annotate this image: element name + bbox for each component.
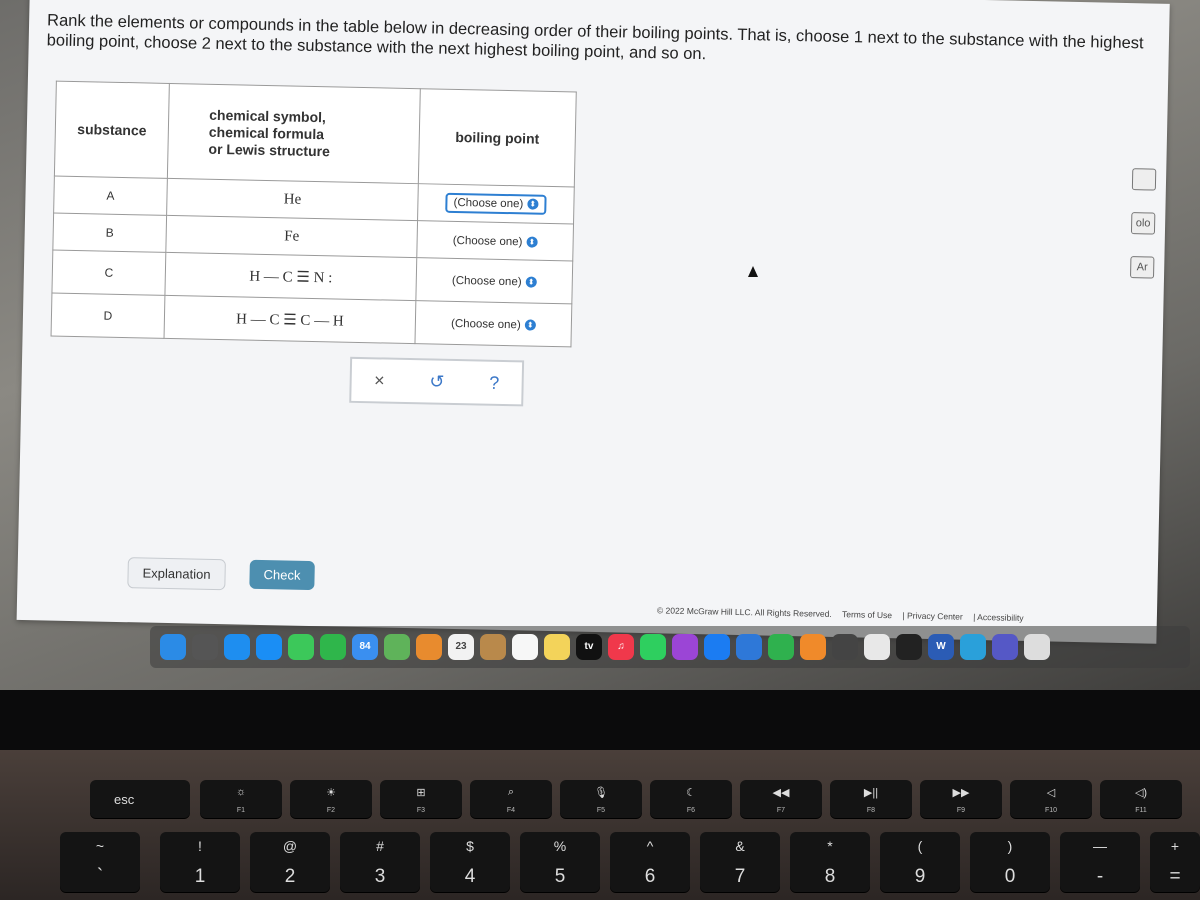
- clear-icon[interactable]: ×: [373, 369, 385, 391]
- finder-icon[interactable]: [160, 634, 186, 660]
- apple-tv-icon[interactable]: tv: [576, 634, 602, 660]
- header-formula: [167, 83, 420, 183]
- key-icon: 🎙: [594, 787, 608, 799]
- periodic-table-icon[interactable]: Ar: [1130, 256, 1154, 278]
- mouse-cursor-icon: [748, 266, 758, 277]
- downloads-icon[interactable]: [1024, 634, 1050, 660]
- boiling-point-cell: [418, 184, 575, 224]
- help-icon[interactable]: ?: [489, 372, 500, 393]
- messages-icon[interactable]: [288, 634, 314, 660]
- key-fn-5[interactable]: [560, 780, 642, 818]
- mail-icon[interactable]: 84: [352, 634, 378, 660]
- privacy-link[interactable]: | Privacy Center: [902, 610, 963, 622]
- key-icon: ◁: [1046, 787, 1056, 799]
- key-label: 2: [284, 866, 296, 887]
- rank-select-label: (Choose one): [453, 196, 524, 211]
- instructions-text: Rank the elements or compounds in the table below in decreasing order of their boiling points. That is, choose 1 next to the substance with the highest boiling point, choose 2 next to the substance with the next highest boiling point, and so on.: [46, 11, 1144, 64]
- key-shift-label: !: [198, 838, 202, 854]
- key-sublabel: F11: [1135, 807, 1147, 814]
- rank-select-label: (Choose one): [450, 317, 521, 331]
- explanation-button[interactable]: Explanation: [127, 557, 226, 590]
- key-icon: ⊞: [416, 787, 426, 799]
- substance-formula: Fe: [166, 215, 418, 257]
- accessibility-link[interactable]: | Accessibility: [973, 611, 1024, 623]
- key-icon: ◀◀: [772, 787, 790, 799]
- key-fn-6[interactable]: [650, 780, 732, 818]
- table-header-row: [54, 81, 576, 187]
- rank-select-a[interactable]: [445, 193, 546, 215]
- header-formula-line-1: chemical symbol,: [209, 106, 327, 125]
- word-icon[interactable]: W: [928, 634, 954, 660]
- key-sublabel: F3: [416, 807, 426, 814]
- key-shift-label: $: [466, 838, 474, 854]
- contacts-icon[interactable]: [480, 634, 506, 660]
- key-label: esc: [114, 792, 135, 807]
- key-icon: ◁): [1134, 787, 1148, 799]
- key-icon: ▶||: [863, 787, 879, 799]
- select-arrows-icon: ⬍: [525, 319, 536, 330]
- data-icon[interactable]: olo: [1131, 212, 1155, 234]
- key-fn-9[interactable]: [920, 780, 1002, 818]
- substance-letter: D: [51, 293, 165, 338]
- key-icon: ⌕: [507, 786, 515, 798]
- undo-icon[interactable]: ↺: [429, 370, 445, 392]
- key-num-5[interactable]: [520, 832, 600, 892]
- key-label: 7: [734, 866, 746, 887]
- key-shift-label: *: [827, 838, 833, 854]
- key-sublabel: F7: [776, 807, 786, 814]
- key-sublabel: F6: [686, 807, 696, 814]
- key-icon: ☾: [686, 787, 696, 799]
- notes-icon[interactable]: [544, 634, 570, 660]
- header-substance: substance: [54, 81, 169, 178]
- key-shift-label: &: [735, 838, 745, 854]
- key-fn-4[interactable]: [470, 780, 552, 818]
- header-formula-line-2: chemical formula: [208, 123, 325, 142]
- key-shift-label: (: [917, 838, 923, 854]
- key-label: -: [1096, 866, 1104, 887]
- answer-toolbox: [349, 357, 524, 407]
- check-button[interactable]: Check: [249, 560, 314, 590]
- key-icon: ☀: [326, 787, 336, 799]
- key-sublabel: F10: [1044, 807, 1058, 814]
- substance-letter: C: [52, 250, 166, 295]
- key-label: =: [1169, 866, 1181, 887]
- chrome-icon[interactable]: [864, 634, 890, 660]
- key-sublabel: F8: [866, 807, 876, 814]
- key-label: 9: [914, 866, 926, 887]
- key-fn-0[interactable]: [90, 780, 190, 818]
- key-label: 8: [824, 866, 836, 887]
- key-icon: ▶▶: [952, 787, 970, 799]
- key-num-1[interactable]: [160, 832, 240, 892]
- app-store-icon[interactable]: [224, 634, 250, 660]
- select-arrows-icon: ⬍: [527, 199, 538, 210]
- side-toolbar: [1130, 168, 1159, 301]
- key-num-2[interactable]: [250, 832, 330, 892]
- rank-select-label: (Choose one): [451, 274, 522, 288]
- key-label: `: [96, 866, 104, 887]
- calendar-icon[interactable]: 23: [448, 634, 474, 660]
- key-num-8[interactable]: [790, 832, 870, 892]
- laptop-bezel: [0, 690, 1200, 750]
- substance-formula: He: [167, 178, 419, 220]
- key-label: 3: [374, 866, 386, 887]
- key-shift-label: ): [1007, 838, 1013, 854]
- rank-select-d[interactable]: [444, 314, 543, 334]
- launchpad-icon[interactable]: [192, 634, 218, 660]
- rank-select-label: (Choose one): [452, 234, 523, 248]
- lewis-structure-c2h2: H — C ☰ C — H: [164, 295, 416, 343]
- terms-link[interactable]: Terms of Use: [841, 609, 893, 621]
- key-num-10[interactable]: [970, 832, 1050, 892]
- header-formula-line-3: or Lewis structure: [208, 140, 331, 159]
- key-label: 6: [644, 866, 656, 887]
- key-fn-10[interactable]: [1010, 780, 1092, 818]
- key-sublabel: F9: [956, 807, 966, 814]
- chatgpt-icon[interactable]: [832, 634, 858, 660]
- rank-select-c[interactable]: [445, 271, 544, 291]
- facetime-icon[interactable]: [320, 634, 346, 660]
- key-fn-2[interactable]: [290, 780, 372, 818]
- key-shift-label: @: [282, 838, 298, 854]
- substance-letter: B: [53, 213, 167, 252]
- boiling-point-cell: [416, 258, 573, 304]
- key-num-7[interactable]: [700, 832, 780, 892]
- key-num-11[interactable]: [1060, 832, 1140, 892]
- edge-icon[interactable]: [960, 634, 986, 660]
- boiling-point-cell: [417, 221, 574, 261]
- question-table: [51, 81, 577, 348]
- music-icon[interactable]: ♫: [608, 634, 634, 660]
- boiling-point-cell: [415, 301, 572, 347]
- key-label: 4: [464, 866, 476, 887]
- safari-icon[interactable]: [256, 634, 282, 660]
- key-fn-7[interactable]: [740, 780, 822, 818]
- key-sublabel: F1: [236, 807, 246, 814]
- key-shift-label: —: [1093, 838, 1107, 854]
- key-label: 5: [554, 866, 566, 887]
- key-num-6[interactable]: [610, 832, 690, 892]
- notebook-icon[interactable]: [1132, 168, 1156, 190]
- key-sublabel: F4: [506, 807, 516, 814]
- key-label: 1: [194, 866, 206, 887]
- footer: [657, 605, 1032, 623]
- key-fn-8[interactable]: [830, 780, 912, 818]
- key-shift-label: ~: [95, 838, 105, 854]
- rank-select-b[interactable]: [446, 231, 545, 251]
- copyright-text: © 2022 McGraw Hill LLC. All Rights Reserved.: [656, 605, 832, 619]
- select-arrows-icon: ⬍: [526, 236, 537, 247]
- key-fn-1[interactable]: [200, 780, 282, 818]
- dock: [150, 626, 1190, 668]
- key-shift-label: ^: [646, 838, 654, 854]
- select-arrows-icon: ⬍: [526, 276, 537, 287]
- key-shift-label: %: [553, 838, 567, 854]
- key-icon: ☼: [235, 786, 247, 798]
- reminders-icon[interactable]: [512, 634, 538, 660]
- pages-icon[interactable]: [800, 634, 826, 660]
- numbers-icon[interactable]: [768, 634, 794, 660]
- key-label: 0: [1004, 866, 1016, 887]
- key-num-3[interactable]: [340, 832, 420, 892]
- browser-window: [17, 0, 1170, 644]
- header-boiling-point: boiling point: [418, 89, 576, 187]
- key-num-4[interactable]: [430, 832, 510, 892]
- key-shift-label: #: [376, 838, 384, 854]
- whatsapp-icon[interactable]: [640, 634, 666, 660]
- photos-icon[interactable]: [416, 634, 442, 660]
- substance-letter: A: [54, 176, 168, 215]
- terminal-icon[interactable]: [896, 634, 922, 660]
- key-sublabel: F2: [326, 807, 336, 814]
- lewis-structure-hcn: H — C ☰ N :: [165, 252, 417, 300]
- key-fn-11[interactable]: [1100, 780, 1182, 818]
- messenger-icon[interactable]: [704, 634, 730, 660]
- key-fn-3[interactable]: [380, 780, 462, 818]
- key-shift-label: +: [1170, 838, 1180, 854]
- keynote-icon[interactable]: [736, 634, 762, 660]
- podcasts-icon[interactable]: [672, 634, 698, 660]
- keyboard: [0, 750, 1200, 900]
- key-num-9[interactable]: [880, 832, 960, 892]
- key-num-0[interactable]: [60, 832, 140, 892]
- key-num-12[interactable]: [1150, 832, 1200, 892]
- teams-icon[interactable]: [992, 634, 1018, 660]
- key-sublabel: F5: [596, 807, 606, 814]
- maps-icon[interactable]: [384, 634, 410, 660]
